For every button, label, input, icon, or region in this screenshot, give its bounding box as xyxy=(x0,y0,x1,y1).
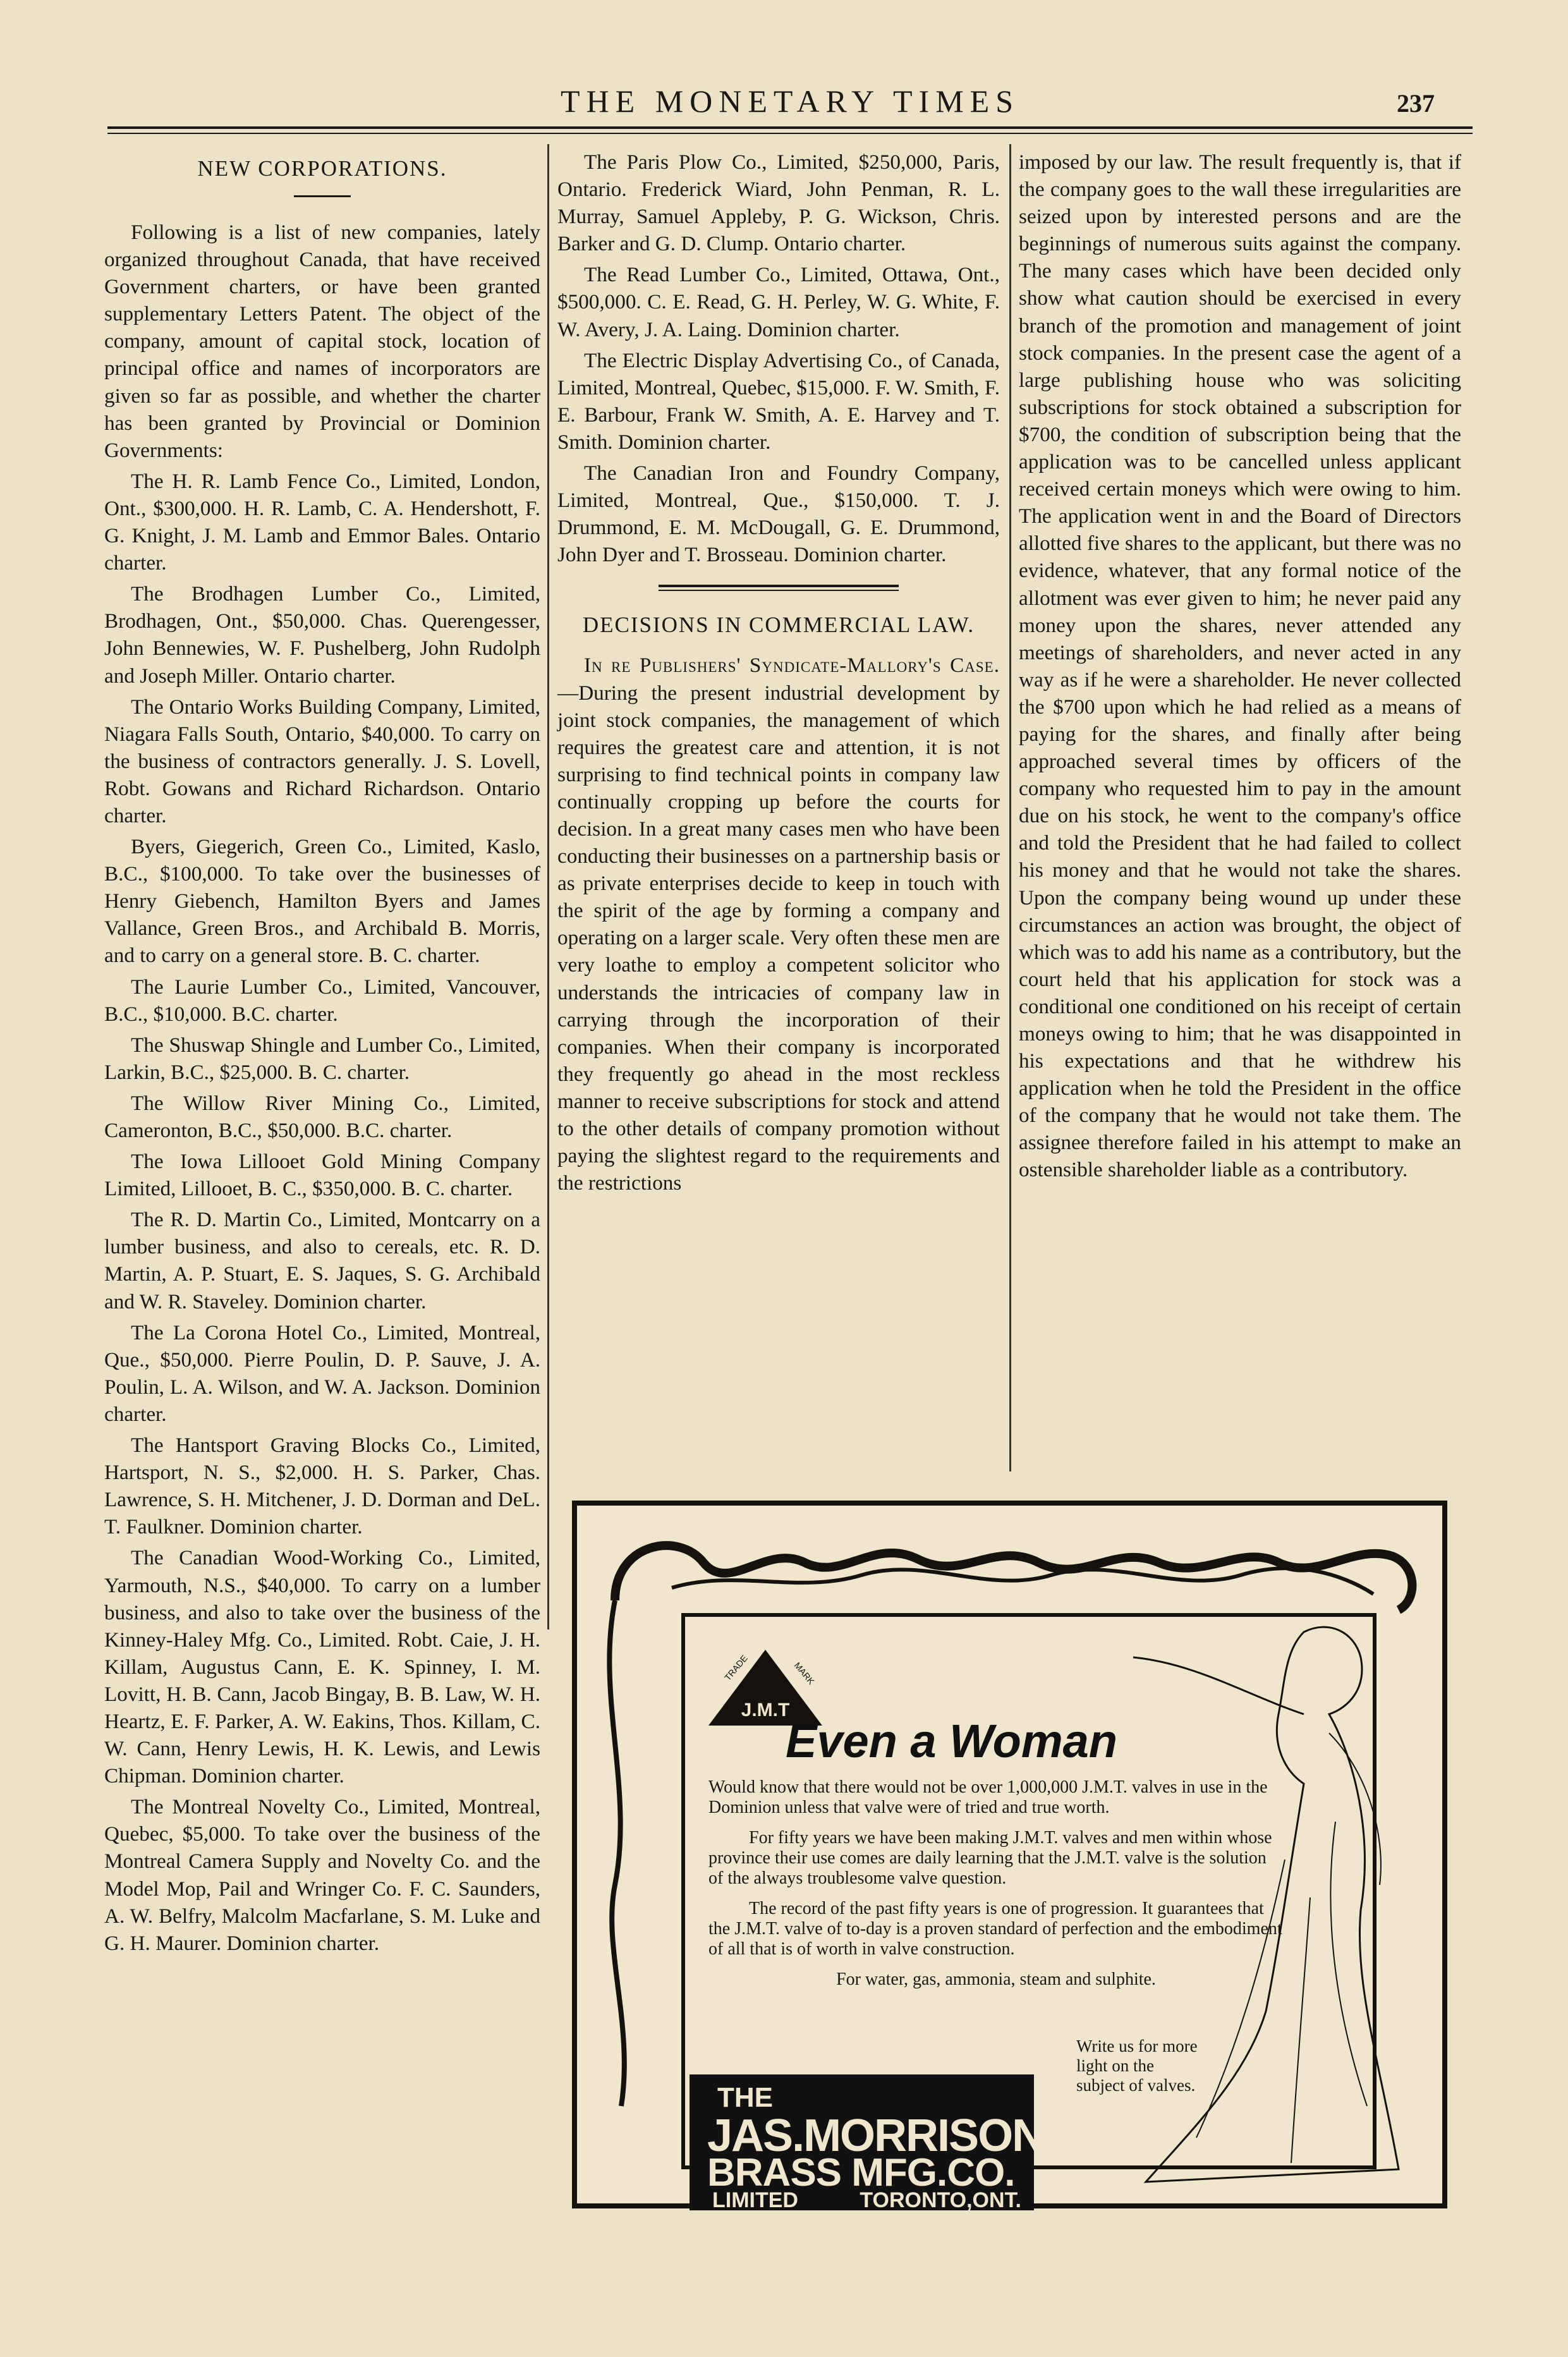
header-rule-thick xyxy=(107,126,1473,129)
logo-trade: TRADE xyxy=(722,1653,750,1683)
heading-rule xyxy=(294,195,351,197)
corp-entry: The Electric Display Advertising Co., of Canada, Limited, Montreal, Quebec, $15,000. F. W. Smith, F. E. Barbour, Frank W. Smith, A. E. Harvey and T. Smith. Dominion charter. xyxy=(557,348,1000,454)
ad-headline: Even a Woman xyxy=(786,1715,1118,1767)
section-rule-thin xyxy=(659,590,899,591)
ad-paragraph: Would know that there would not be over 1,000,000 J.M.T. valves in use in the Dominion unless that valve were of tried and true worth. xyxy=(708,1777,1268,1817)
brand-limited: LIMITED xyxy=(712,2188,798,2212)
brand-name-line2: BRASS MFG.CO. xyxy=(707,2151,1015,2195)
brand-city: TORONTO,ONT. xyxy=(860,2188,1021,2212)
ad-body xyxy=(708,1777,1284,2000)
publication-title: THE MONETARY TIMES xyxy=(561,83,1019,119)
advertisement xyxy=(572,1501,1447,2212)
column-2 xyxy=(557,149,1000,1200)
ad-paragraph: The record of the past fifty years is one of progression. It guarantees that the J.M.T. valve of to-day is a proven standard of perfection and the embodiment of all that is of worth in valve construction. xyxy=(708,1899,1282,1959)
corp-entry: The Shuswap Shingle and Lumber Co., Limited, Larkin, B.C., $25,000. B. C. charter. xyxy=(104,1033,540,1084)
corp-entry: The R. D. Martin Co., Limited, Montcarry on a lumber business, and also to cereals, etc. R. D. Martin, A. P. Stuart, E. S. Jaques, S. G. Archibald and W. R. Staveley. Dominion charter. xyxy=(104,1208,540,1313)
corp-entry: The Iowa Lillooet Gold Mining Company Limited, Lillooet, B. C., $350,000. B. C. charter. xyxy=(104,1150,540,1201)
corp-entry: The Canadian Iron and Foundry Company, Limited, Montreal, Que., $150,000. T. J. Drummond, E. M. McDougall, G. E. Drummond, John Dyer and T. Brosseau. Dominion charter. xyxy=(557,461,1000,567)
brand-name-line1: JAS.MORRISON xyxy=(707,2110,1044,2161)
corp-entry: The Willow River Mining Co., Limited, Cameronton, B.C., $50,000. B.C. charter. xyxy=(104,1091,540,1142)
column-divider-1 xyxy=(547,144,549,1629)
brand-the: THE xyxy=(717,2082,773,2113)
corp-entry: The Read Lumber Co., Limited, Ottawa, Ont., $500,000. C. E. Read, G. H. Perley, W. G. White, F. W. Avery, J. A. Laing. Dominion charter. xyxy=(557,263,1000,341)
decisions-heading: DECISIONS IN COMMERCIAL LAW. xyxy=(582,612,975,638)
masthead xyxy=(107,79,1473,123)
decision-continued: imposed by our law. The result frequently is, that if the company goes to the wall these irregularities are seized upon by interested persons and are the beginnings of numerous suits against the company. The many cases which have been decided only show what caution should be exercised in every branch of the promotion and management of joint stock companies. In the present case the agent of a large publishing house who was soliciting subscriptions for stock obtained a subscription for $700, the condition of subscription being that the application was to be cancelled unless applicant received certain moneys which were owing to him. The application went in and the Board of Directors allotted five shares to the applicant, but there was no evidence, whatever, that any formal notice of the allotment was ever given to him; he never paid any money upon the shares, never attended any meetings of shareholders, and never acted in any way as if he were a shareholder. He never collected the $700 upon which he had relied as a means of paying for the shares, and finally after being approached several times by officers of the company who requested him to pay in the amount due on his stock, he went to the company's office and told the President that he had failed to collect his money and that he would not take the shares. Upon the company being wound up under these circumstances an action was brought, the object of which was to add his name as a contributory, but the court held that his application for stock was a conditional one conditioned on his receipt of certain moneys owing to him; that he was disappointed in his expectations and that he withdrew his application when he told the President in the office of the company that he would not take them. The assignee therefore failed in his attempt to make an ostensible shareholder liable as a contributory. xyxy=(1019,150,1461,1182)
corp-entry: Byers, Giegerich, Green Co., Limited, Kaslo, B.C., $100,000. To take over the businesses of Henry Giebench, Hamilton Byers and James Vallance, Green Bros., and Archibald B. Morris, and to carry on a general store. B. C. charter. xyxy=(104,835,540,968)
page-number: 237 xyxy=(1397,89,1435,118)
corp-entry: The Montreal Novelty Co., Limited, Montreal, Quebec, $5,000. To take over the business of the Montreal Camera Supply and Novelty Co. and the Model Mop, Pail and Wringer Co. F. C. Saunders, A. W. Belfry, Malcolm Macfarlane, S. M. Luke and G. H. Maurer. Dominion charter. xyxy=(104,1795,540,1955)
case-title: In re Publishers' Syndicate-Mallory's Case. xyxy=(584,654,1000,678)
decision-paragraph xyxy=(557,652,1000,1197)
corp-entry: The Hantsport Graving Blocks Co., Limited, Hartsport, N. S., $2,000. H. S. Parker, Chas. Lawrence, S. H. Mitchener, J. D. Dorman and DeL. T. Faulkner. Dominion charter. xyxy=(104,1434,540,1539)
corp-entry: The Canadian Wood-Working Co., Limited, Yarmouth, N.S., $40,000. To carry on a lumber business, and also to take over the business of the Kinney-Haley Mfg. Co., Limited. Robt. Caie, J. H. Killam, Augustus Cann, E. K. Spinney, I. M. Lovitt, H. B. Cann, Jacob Bingay, B. B. Law, W. H. Heartz, E. F. Parker, A. W. Eakins, Thos. Killam, C. W. Cann, Henry Lewis, H. K. Lewis, and Lewis Chipman. Dominion charter. xyxy=(104,1546,540,1788)
logo-mark: MARK xyxy=(792,1660,817,1686)
ad-write-us: Write us for more light on the subject of valves. xyxy=(1076,2037,1198,2095)
intro-paragraph: Following is a list of new companies, lately organized throughout Canada, that have received Government charters, or have been granted supplementary Letters Patent. The object of the company, amount of capital stock, location of principal office and names of incorporators are given so far as possible, and whether the charter has been granted by Provincial or Dominion Governments: xyxy=(104,221,540,462)
corp-entry: The Brodhagen Lumber Co., Limited, Brodhagen, Ont., $50,000. Chas. Querengesser, John Bennewies, W. F. Pushelberg, John Rudolph and Joseph Miller. Ontario charter. xyxy=(104,582,540,688)
decision-text: —During the present industrial development by joint stock companies, the management of which requires the greatest care and attention, it is not surprising to find technical points in company law continually cropping up before the courts for decision. In a great many cases men who have been conducting their businesses on a partnership basis or as private enterprises decide to keep in touch with the spirit of the age by forming a company and operating on a larger scale. Very often these men are very loathe to employ a competent solicitor who understands the intricacies of company law in carrying through the incorporation of their companies. When their company is incorporated they frequently go ahead in the most reckless manner to receive subscriptions for stock and attend to the other details of company promotion without paying the slightest regard to the requirements and the restrictions xyxy=(557,681,1000,1195)
corp-entry: The Ontario Works Building Company, Limited, Niagara Falls South, Ontario, $40,000. To carry on the business of contractors generally. J. S. Lovell, Robt. Gowans and Richard Richardson. Ontario charter. xyxy=(104,695,540,827)
header-rule-thin xyxy=(107,133,1473,134)
logo-text: J.M.T xyxy=(741,1700,790,1721)
corp-entry: The Laurie Lumber Co., Limited, Vancouver, B.C., $10,000. B.C. charter. xyxy=(104,975,540,1026)
column-3 xyxy=(1019,149,1461,1188)
ad-paragraph: For water, gas, ammonia, steam and sulphite. xyxy=(836,1970,1156,1989)
corp-entry: The Paris Plow Co., Limited, $250,000, Paris, Ontario. Frederick Wiard, John Penman, R. L. Murray, Samuel Appleby, P. G. Wickson, Chris. Barker and G. D. Clump. Ontario charter. xyxy=(557,150,1000,256)
column-divider-2 xyxy=(1009,144,1011,1471)
brand-block xyxy=(690,2074,1044,2212)
ad-paragraph: For fifty years we have been making J.M.T. valves and men within whose province their use comes are daily learning that the J.M.T. valve is the solution of the always troublesome valve question. xyxy=(708,1828,1272,1888)
corp-entry: The La Corona Hotel Co., Limited, Montreal, Que., $50,000. Pierre Poulin, D. P. Sauve, J. A. Poulin, L. A. Wilson, and W. A. Jackson. Dominion charter. xyxy=(104,1320,540,1426)
section-rule-thick xyxy=(659,585,899,587)
column-1 xyxy=(104,149,540,1961)
corp-entry: The H. R. Lamb Fence Co., Limited, London, Ont., $300,000. H. R. Lamb, C. A. Hendershott, F. G. Knight, J. M. Lamb and Emmor Bales. Ontario charter. xyxy=(104,469,540,575)
new-corporations-heading: NEW CORPORATIONS. xyxy=(197,156,447,181)
